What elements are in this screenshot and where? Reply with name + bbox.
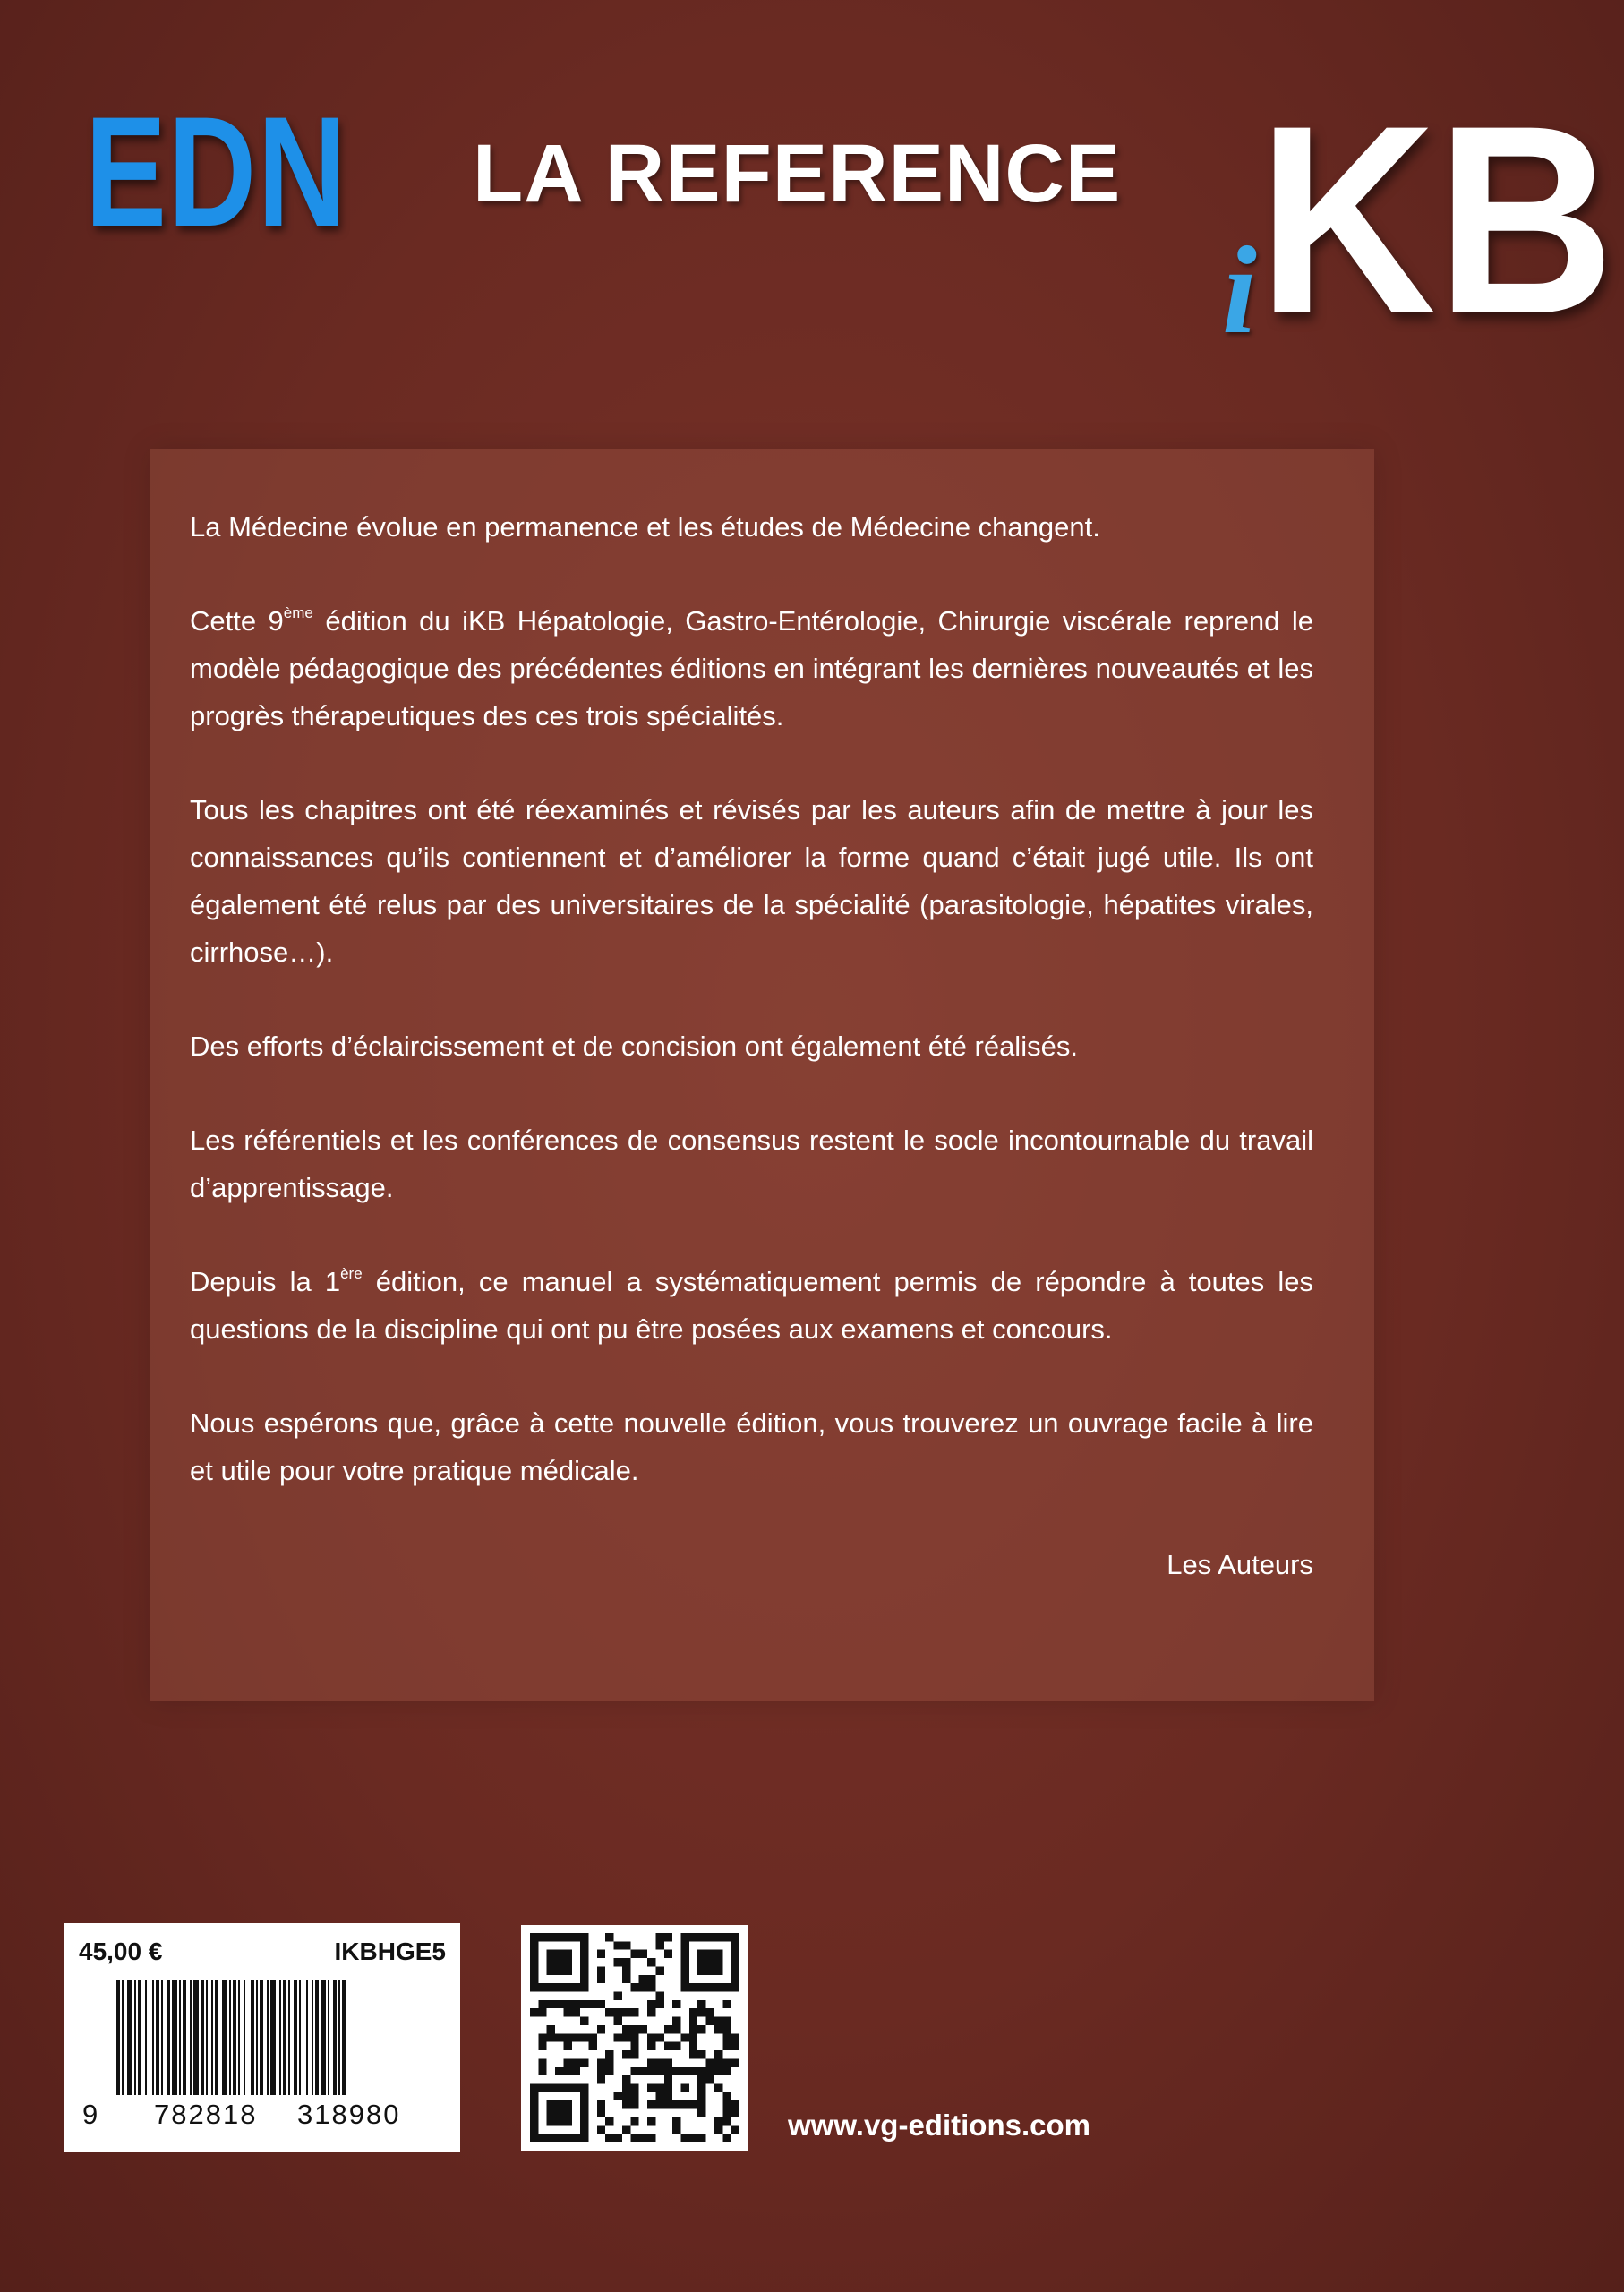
barcode-bar <box>279 1980 281 2095</box>
qr-module <box>547 2033 555 2041</box>
qr-module <box>647 1983 655 1991</box>
qr-module <box>622 2025 630 2033</box>
qr-module <box>731 2100 739 2108</box>
qr-module <box>597 2000 605 2008</box>
qr-module <box>622 2008 630 2016</box>
qr-module <box>538 2033 546 2041</box>
qr-module <box>622 2092 630 2100</box>
qr-module <box>597 1966 605 1974</box>
qr-module <box>572 2058 580 2066</box>
qr-module <box>731 2109 739 2117</box>
qr-module <box>597 2025 605 2033</box>
barcode-icon <box>116 1980 440 2108</box>
qr-module <box>672 2125 680 2134</box>
qr-module <box>689 2008 697 2016</box>
qr-module <box>597 2100 605 2108</box>
qr-module <box>655 2083 663 2091</box>
qr-module <box>722 2042 731 2050</box>
qr-module <box>630 2025 638 2033</box>
qr-module <box>689 2025 697 2033</box>
qr-module <box>722 2134 731 2142</box>
qr-module <box>538 2042 546 2050</box>
description-panel <box>150 449 1374 1701</box>
qr-module <box>680 2033 688 2041</box>
qr-module <box>572 2008 580 2016</box>
qr-module <box>647 2042 655 2050</box>
paragraph-6-rest: édition, ce manuel a systématiquement permis de répondre à toutes les questions de la discipline qui ont pu être posées aux examens et concours. <box>190 1266 1313 1345</box>
qr-module <box>722 2100 731 2108</box>
qr-module <box>714 2125 722 2134</box>
barcode-bar <box>138 1980 141 2095</box>
qr-module <box>647 2134 655 2142</box>
qr-module <box>672 2042 680 2050</box>
qr-module <box>547 1950 572 1975</box>
barcode-bar <box>156 1980 159 2095</box>
barcode-bar <box>134 1980 136 2095</box>
barcode-bar <box>270 1980 276 2095</box>
qr-module <box>731 2042 739 2050</box>
barcode-bar <box>306 1980 308 2095</box>
qr-module <box>655 2033 663 2041</box>
qr-module <box>706 2008 714 2016</box>
barcode-bar <box>167 1980 170 2095</box>
qr-module <box>714 2083 722 2091</box>
qr-module <box>580 2000 588 2008</box>
qr-module <box>622 2125 630 2134</box>
qr-module <box>697 2050 705 2058</box>
qr-module <box>664 2042 672 2050</box>
qr-module <box>622 2050 630 2058</box>
barcode-bar <box>312 1980 313 2095</box>
qr-module <box>547 2025 555 2033</box>
qr-module <box>647 2058 655 2066</box>
barcode-bar <box>333 1980 337 2095</box>
qr-module <box>555 2033 563 2041</box>
qr-module <box>622 2100 630 2108</box>
description-text <box>190 503 1313 1635</box>
qr-module <box>639 1975 647 1983</box>
qr-module <box>697 2025 705 2033</box>
qr-module <box>706 2075 714 2083</box>
qr-module <box>647 2083 655 2091</box>
barcode-bar <box>190 1980 192 2095</box>
barcode-bar <box>256 1980 258 2095</box>
qr-module <box>647 1975 655 1983</box>
qr-module <box>622 1958 630 1966</box>
qr-module <box>655 2100 663 2108</box>
qr-module <box>722 2017 731 2025</box>
qr-module <box>722 2117 731 2125</box>
qr-module <box>630 2092 638 2100</box>
qr-module <box>630 1950 638 1958</box>
qr-module <box>589 2000 597 2008</box>
qr-module <box>605 2058 613 2066</box>
qr-module <box>614 2017 622 2025</box>
qr-module <box>664 2058 672 2066</box>
barcode-bar <box>267 1980 269 2095</box>
qr-module <box>555 2000 563 2008</box>
barcode-bar <box>145 1980 147 2095</box>
qr-module <box>655 1992 663 2000</box>
qr-module <box>672 2117 680 2125</box>
barcode-bar <box>238 1980 240 2095</box>
qr-module <box>630 2050 638 2058</box>
qr-module <box>622 1941 630 1949</box>
qr-module <box>647 2117 655 2125</box>
qr-module <box>563 2008 571 2016</box>
qr-module <box>563 2058 571 2066</box>
barcode-bar <box>288 1980 290 2095</box>
qr-module <box>614 2092 622 2100</box>
qr-module <box>722 2033 731 2041</box>
qr-module <box>630 2083 638 2091</box>
barcode-bar <box>342 1980 346 2095</box>
qr-module <box>563 2067 571 2075</box>
qr-module <box>655 1941 663 1949</box>
qr-module <box>622 1975 630 1983</box>
qr-module <box>605 2067 613 2075</box>
qr-module <box>655 2067 663 2075</box>
qr-module <box>722 2025 731 2033</box>
barcode-bar <box>116 1980 120 2095</box>
barcode-bar <box>321 1980 326 2095</box>
qr-module <box>664 2025 672 2033</box>
qr-module <box>605 2008 613 2016</box>
qr-module <box>630 2134 638 2142</box>
qr-module <box>714 2117 722 2125</box>
qr-module <box>689 2050 697 2058</box>
qr-module <box>597 2067 605 2075</box>
qr-module <box>647 2100 655 2108</box>
qr-module <box>714 2017 722 2025</box>
barcode-bar <box>127 1980 132 2095</box>
qr-module <box>614 1941 622 1949</box>
qr-module <box>597 1950 605 1958</box>
qr-module <box>706 2017 714 2025</box>
qr-module <box>714 2067 722 2075</box>
qr-module <box>647 2033 655 2041</box>
qr-module <box>630 2033 638 2041</box>
qr-module <box>647 2067 655 2075</box>
qr-module <box>697 2008 705 2016</box>
barcode-bar <box>179 1980 181 2095</box>
qr-module <box>597 2075 605 2083</box>
barcode-bar <box>283 1980 286 2095</box>
qr-module <box>597 1975 605 1983</box>
qr-module <box>731 2058 739 2066</box>
qr-module <box>639 1950 647 1958</box>
qr-module <box>605 2117 613 2125</box>
qr-module <box>589 2033 597 2041</box>
qr-module <box>714 2025 722 2033</box>
barcode-bar <box>233 1980 236 2095</box>
qr-module <box>597 2109 605 2117</box>
qr-module <box>647 2008 655 2016</box>
edn-logo: EDN <box>85 85 347 260</box>
qr-module <box>597 2125 605 2134</box>
qr-module <box>664 1950 672 1958</box>
barcode-bar <box>260 1980 263 2095</box>
qr-module <box>697 2000 705 2008</box>
qr-module <box>647 2000 655 2008</box>
qr-module <box>664 1933 672 1941</box>
qr-module <box>689 2042 697 2050</box>
qr-module <box>655 2000 663 2008</box>
qr-module <box>655 1966 663 1974</box>
qr-module <box>614 1958 622 1966</box>
ikb-logo-i: i <box>1222 221 1257 360</box>
paragraph-5: Les référentiels et les conférences de consensus restent le socle incontournable du travail d’apprentissage. <box>190 1125 1313 1203</box>
qr-module <box>538 2058 546 2066</box>
qr-module <box>697 2109 705 2117</box>
paragraph-1: La Médecine évolue en permanence et les études de Médecine changent. <box>190 511 1100 543</box>
qr-module <box>689 2017 697 2025</box>
qr-module <box>655 2058 663 2066</box>
barcode-bar <box>215 1980 218 2095</box>
isbn-first-digit: 9 <box>82 2099 98 2130</box>
isbn-group-1: 782818 <box>154 2099 258 2130</box>
barcode-label <box>64 1923 460 2152</box>
barcode-bar <box>315 1980 319 2095</box>
paragraph-3: Tous les chapitres ont été réexaminés et révisés par les auteurs afin de mettre à jour les connaissances qu’ils contiennent et d’améliorer la forme quand c’était jugé utile. Ils ont également été relus par des universitaires de la spécialité (parasitologie, hépatites virales, cirrhose…). <box>190 794 1313 968</box>
product-code: IKBHGE5 <box>334 1937 446 1965</box>
qr-code <box>521 1925 748 2151</box>
qr-code-icon <box>529 1933 740 2142</box>
barcode-bar <box>122 1980 124 2095</box>
qr-module <box>580 2058 588 2066</box>
qr-module <box>680 2134 688 2142</box>
qr-module <box>538 2000 546 2008</box>
barcode-bar <box>338 1980 340 2095</box>
barcode-bar <box>161 1980 163 2095</box>
qr-module <box>697 2134 705 2142</box>
qr-module <box>672 2000 680 2008</box>
qr-module <box>639 2067 647 2075</box>
qr-module <box>706 2067 714 2075</box>
qr-module <box>614 2134 622 2142</box>
qr-module <box>697 1950 722 1975</box>
qr-module <box>722 2067 731 2075</box>
qr-module <box>639 2025 647 2033</box>
paragraph-6-sup: ère <box>340 1265 363 1282</box>
paragraph-2-sup: ème <box>283 604 313 621</box>
qr-module <box>630 2008 638 2016</box>
qr-module <box>630 2067 638 2075</box>
signature: Les Auteurs <box>1167 1549 1313 1580</box>
barcode-bar <box>294 1980 297 2095</box>
barcode-bar <box>183 1980 186 2095</box>
barcode-bar <box>172 1980 177 2095</box>
qr-module <box>622 2033 630 2041</box>
qr-module <box>655 1933 663 1941</box>
qr-module <box>622 1966 630 1974</box>
qr-module <box>731 2033 739 2041</box>
qr-module <box>563 2042 571 2050</box>
qr-module <box>580 2033 588 2041</box>
qr-module <box>589 2042 597 2050</box>
qr-module <box>605 1933 613 1941</box>
price: 45,00 € <box>79 1937 163 1965</box>
qr-module <box>572 2033 580 2041</box>
qr-module <box>672 2025 680 2033</box>
tagline: LA REFERENCE <box>473 128 1122 219</box>
isbn-group-2: 318980 <box>297 2099 401 2130</box>
qr-module <box>547 2000 555 2008</box>
qr-module <box>622 2075 630 2083</box>
qr-module <box>714 2058 722 2066</box>
qr-module <box>639 1983 647 1991</box>
qr-module <box>722 2092 731 2100</box>
qr-module <box>614 2033 622 2041</box>
website-link: www.vg-editions.com <box>788 2108 1090 2142</box>
qr-module <box>714 2050 722 2058</box>
barcode-bar <box>201 1980 204 2095</box>
paragraph-2-rest: édition du iKB Hépatologie, Gastro-Entérologie, Chirurgie viscérale reprend le modèle pédagogique des précédentes éditions en intégrant les dernières nouveautés et les progrès thérapeutiques des ces trois spécialités. <box>190 605 1313 731</box>
qr-module <box>630 2117 638 2125</box>
qr-module <box>655 2092 663 2100</box>
barcode-bar <box>299 1980 301 2095</box>
qr-module <box>722 2109 731 2117</box>
qr-module <box>538 2008 546 2016</box>
ikb-logo-kb: KB <box>1258 69 1615 370</box>
qr-module <box>672 2017 680 2025</box>
qr-module <box>605 2050 613 2058</box>
paragraph-6 <box>190 1258 1313 1353</box>
ikb-logo <box>1218 69 1615 370</box>
qr-module <box>722 2058 731 2066</box>
barcode-bar <box>152 1980 154 2095</box>
barcode-bar <box>206 1980 208 2095</box>
paragraph-4: Des efforts d’éclaircissement et de concision ont également été réalisés. <box>190 1031 1078 1062</box>
qr-module <box>647 1958 655 1966</box>
qr-module <box>622 2083 630 2091</box>
qr-module <box>680 2083 688 2091</box>
qr-module <box>555 2067 563 2075</box>
paragraph-2 <box>190 597 1313 740</box>
barcode-bar <box>211 1980 213 2095</box>
paragraph-6-start: Depuis la 1 <box>190 1266 341 1297</box>
qr-module <box>706 2058 714 2066</box>
barcode-bar <box>193 1980 199 2095</box>
qr-module <box>538 2067 546 2075</box>
qr-module <box>630 2042 638 2050</box>
qr-module <box>580 2017 588 2025</box>
qr-module <box>689 2134 697 2142</box>
paragraph-2-start: Cette 9 <box>190 605 284 637</box>
qr-module <box>563 2033 571 2041</box>
qr-module <box>630 2100 638 2108</box>
qr-module <box>630 1983 638 1991</box>
qr-module <box>572 2000 580 2008</box>
qr-module <box>530 2008 538 2016</box>
qr-module <box>597 2058 605 2066</box>
qr-module <box>722 2000 731 2008</box>
qr-module <box>614 2008 622 2016</box>
qr-module <box>614 1992 622 2000</box>
qr-module <box>639 2134 647 2142</box>
paragraph-7: Nous espérons que, grâce à cette nouvelle édition, vous trouverez un ouvrage facile à lire et utile pour votre pratique médicale. <box>190 1407 1313 1486</box>
qr-module <box>605 2134 613 2142</box>
barcode-bar <box>328 1980 329 2095</box>
qr-module <box>572 2067 580 2075</box>
qr-module <box>731 2125 739 2134</box>
qr-module <box>547 2100 572 2125</box>
barcode-bar <box>222 1980 227 2095</box>
barcode-bar <box>229 1980 231 2095</box>
barcode-bar <box>251 1980 254 2095</box>
qr-module <box>689 2033 697 2041</box>
qr-module <box>563 2000 571 2008</box>
barcode-bar <box>244 1980 245 2095</box>
